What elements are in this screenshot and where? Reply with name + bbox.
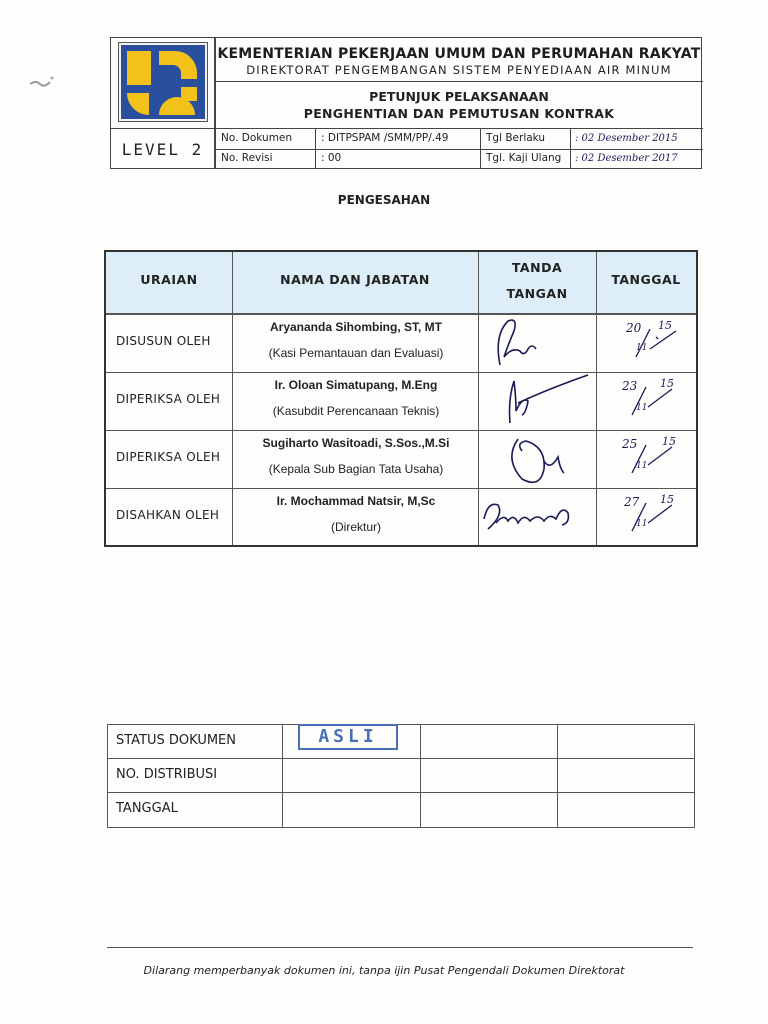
approval-row [106, 430, 696, 488]
date-month: 11 [636, 403, 648, 413]
tgl-kaji-label: Tgl. Kaji Ulang [486, 152, 562, 164]
tgl-kaji-value: : 02 Desember 2017 [575, 153, 678, 164]
row-nama: Sugiharto Wasitoadi, S.Sos.,M.Si [262, 436, 450, 450]
document-meta [215, 128, 703, 169]
date-year: 15 [660, 377, 674, 390]
approval-row [106, 314, 696, 372]
level-label: LEVEL 2 [111, 128, 215, 169]
header-tanda: TANDA [511, 260, 563, 275]
ministry-logo [118, 42, 208, 122]
no-dokumen-value: : DITPSPAM /SMM/PP/.49 [321, 132, 449, 144]
tgl-berlaku-label: Tgl Berlaku [486, 132, 546, 144]
document-title-block [215, 82, 703, 128]
footer-divider [107, 947, 693, 948]
approval-table [104, 250, 698, 547]
asli-stamp: ASLI [298, 724, 398, 750]
document-header [110, 37, 702, 169]
row-uraian: DIPERIKSA OLEH [116, 450, 221, 464]
row-uraian: DIPERIKSA OLEH [116, 392, 221, 406]
logo-cell [111, 38, 215, 128]
header-tanggal: TANGGAL [611, 272, 681, 287]
doc-title-line1: PETUNJUK PELAKSANAAN [369, 89, 549, 104]
date-day: 23 [622, 379, 638, 393]
signature-image [478, 373, 596, 430]
date-year: 15 [662, 435, 676, 448]
tgl-berlaku-value: : 02 Desember 2015 [575, 133, 678, 144]
status-row [108, 725, 694, 759]
row-jabatan: (Direktur) [331, 520, 381, 534]
signature-image [478, 315, 596, 372]
meta-row-revisi [215, 149, 703, 169]
date-month: 11 [636, 343, 648, 353]
row-jabatan: (Kasubdit Perencanaan Teknis) [272, 404, 440, 418]
date-year: 15 [660, 493, 674, 506]
date-day: 27 [624, 495, 640, 509]
approval-row [106, 372, 696, 430]
row-date [596, 373, 696, 430]
approval-row [106, 488, 696, 546]
date-day: 20 [626, 321, 642, 335]
ministry-block [215, 38, 703, 82]
no-distribusi-label: NO. DISTRIBUSI [116, 767, 218, 782]
row-uraian: DISAHKAN OLEH [116, 508, 220, 522]
distribusi-row [108, 759, 694, 793]
date-year: 15 [658, 319, 672, 332]
no-dokumen-label: No. Dokumen [221, 132, 293, 144]
signature-image [478, 431, 596, 488]
ministry-name: KEMENTERIAN PEKERJAAN UMUM DAN PERUMAHAN RAKYAT [217, 46, 701, 62]
row-nama: Ir. Oloan Simatupang, M.Eng [274, 378, 438, 392]
row-date [596, 489, 696, 546]
scan-smudge [26, 72, 56, 92]
directorate-name: DIREKTORAT PENGEMBANGAN SISTEM PENYEDIAAN AIR MINUM [246, 63, 672, 77]
signature-image [478, 489, 596, 546]
section-title: PENGESAHAN [337, 193, 431, 207]
row-uraian: DISUSUN OLEH [116, 334, 211, 348]
pu-logo-icon [119, 43, 207, 121]
no-revisi-value: : 00 [321, 152, 342, 164]
row-jabatan: (Kasi Pemantauan dan Evaluasi) [268, 346, 444, 360]
status-table [107, 724, 695, 828]
doc-title-line2: PENGHENTIAN DAN PEMUTUSAN KONTRAK [303, 106, 615, 121]
row-nama: Ir. Mochammad Natsir, M,Sc [276, 494, 436, 508]
row-nama: Aryananda Sihombing, ST, MT [269, 320, 442, 334]
meta-row-dokumen [215, 129, 703, 150]
header-uraian: URAIAN [140, 272, 198, 287]
approval-table-header [106, 252, 696, 314]
tanggal-row [108, 793, 694, 827]
tanggal-label: TANGGAL [116, 801, 178, 816]
footer-notice: Dilarang memperbanyak dokumen ini, tanpa ijin Pusat Pengendali Dokumen Direktorat [143, 964, 625, 977]
header-nama: NAMA DAN JABATAN [280, 272, 430, 287]
row-jabatan: (Kepala Sub Bagian Tata Usaha) [268, 462, 444, 476]
date-month: 11 [636, 519, 648, 529]
row-date [596, 315, 696, 372]
date-month: 11 [636, 461, 648, 471]
header-tangan: TANGAN [506, 286, 568, 301]
date-day: 25 [622, 437, 638, 451]
status-dokumen-label: STATUS DOKUMEN [116, 733, 236, 748]
no-revisi-label: No. Revisi [221, 152, 273, 164]
row-date [596, 431, 696, 488]
